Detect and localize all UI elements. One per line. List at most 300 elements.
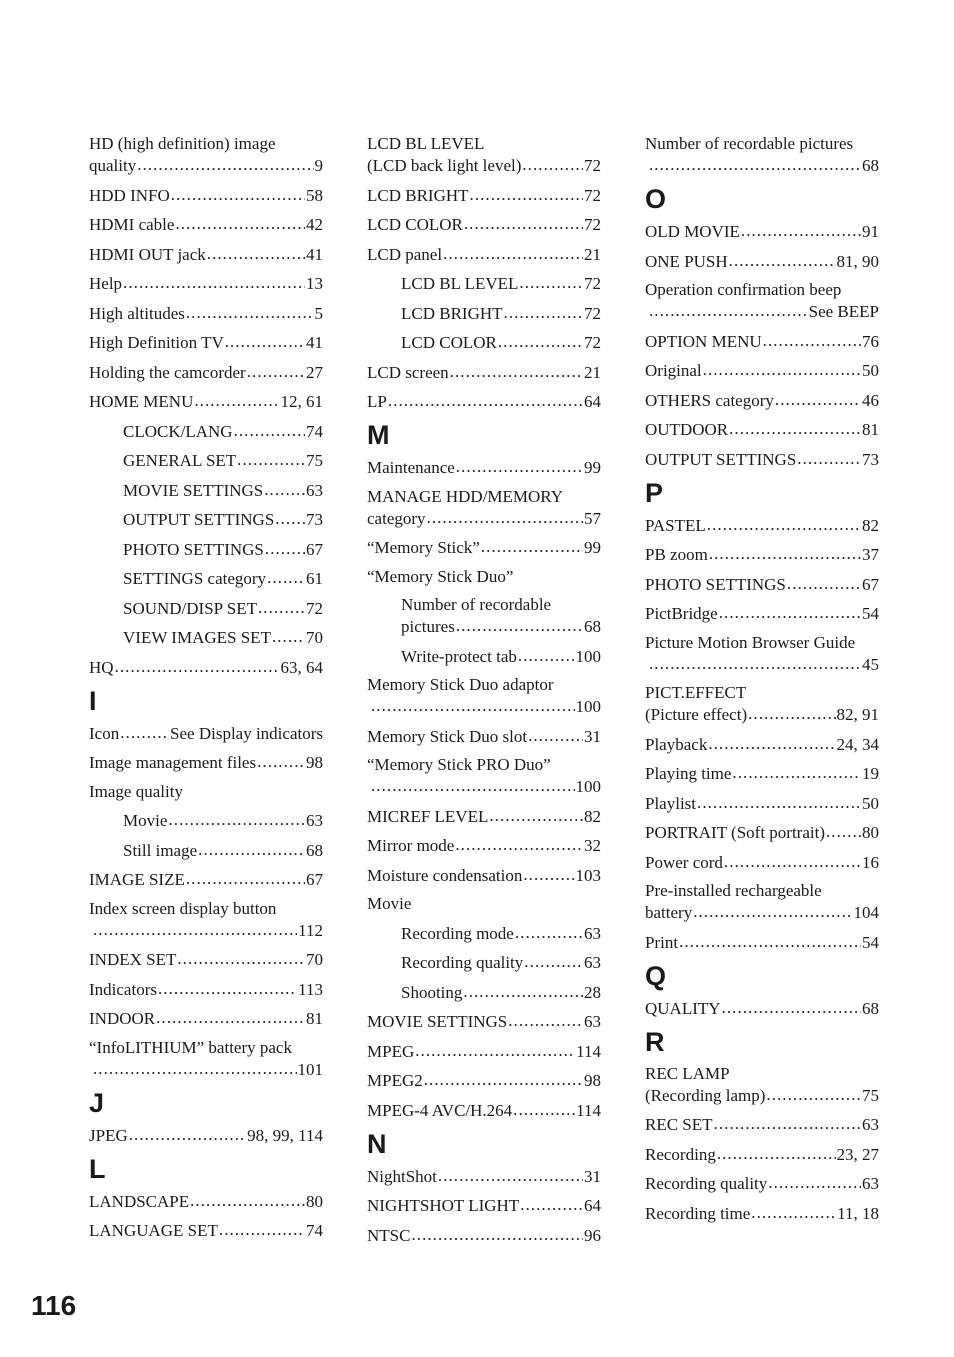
- entry-line: [645, 279, 879, 300]
- entry-line: [645, 330, 879, 352]
- index-entry: [645, 1143, 879, 1165]
- dot-leader: [415, 1040, 575, 1057]
- page-reference: 31: [584, 726, 601, 746]
- page-reference: 27: [306, 362, 323, 382]
- index-entry: [89, 809, 323, 831]
- page-reference: 74: [306, 1221, 323, 1240]
- entry-line: [367, 154, 601, 176]
- page-reference: 98: [584, 1071, 601, 1090]
- entry-term: MPEG2: [367, 1071, 423, 1090]
- entry-line: [645, 300, 879, 322]
- dot-leader: [729, 250, 836, 267]
- entry-term: Recording time: [645, 1203, 751, 1223]
- entry-term: “Memory Stick PRO Duo”: [367, 755, 551, 774]
- entry-term: Movie: [367, 894, 412, 913]
- page-reference: 46: [862, 390, 879, 410]
- entry-line: [367, 981, 601, 1003]
- dot-leader: [129, 1124, 246, 1141]
- index-entry: [89, 839, 323, 861]
- entry-line: [367, 361, 601, 383]
- index-entry: [367, 645, 601, 667]
- dot-leader: [649, 154, 861, 171]
- entry-term: LANGUAGE SET: [89, 1221, 218, 1240]
- page-reference: 21: [584, 362, 601, 382]
- entry-line: [645, 602, 879, 624]
- page-reference: 99: [584, 538, 601, 557]
- entry-line: [645, 682, 879, 703]
- page-reference: 81: [862, 420, 879, 439]
- entry-term: HQ: [89, 657, 114, 677]
- entry-line: [645, 880, 879, 901]
- index-entry: [367, 1040, 601, 1062]
- entry-term: Holding the camcorder: [89, 362, 246, 382]
- entry-term: NTSC: [367, 1225, 411, 1245]
- entry-term: QUALITY: [645, 998, 721, 1018]
- index-entry: [367, 1224, 601, 1246]
- entry-term: LCD COLOR: [401, 333, 497, 352]
- dot-leader: [156, 1007, 305, 1024]
- page-reference: 63, 64: [280, 657, 323, 677]
- index-entry: [89, 133, 323, 176]
- index-entry: [89, 722, 323, 744]
- entry-line: [367, 615, 601, 637]
- entry-line: [645, 1143, 879, 1165]
- dot-leader: [679, 931, 861, 948]
- dot-leader: [522, 154, 583, 171]
- entry-term: Image management files: [89, 753, 257, 772]
- dot-leader: [523, 864, 574, 881]
- entry-line: [89, 508, 323, 530]
- entry-term: REC SET: [645, 1115, 713, 1134]
- index-entry: [645, 279, 879, 322]
- dot-leader: [438, 1165, 583, 1182]
- entry-term: INDOOR: [89, 1009, 156, 1028]
- index-entry: [89, 898, 323, 941]
- index-entry: [645, 418, 879, 440]
- entry-line: [367, 1010, 601, 1032]
- entry-term: IMAGE SIZE: [89, 870, 185, 889]
- entry-line: [367, 1165, 601, 1187]
- index-entry: [645, 602, 879, 624]
- entry-line: [367, 213, 601, 235]
- entry-line: [367, 922, 601, 944]
- dot-leader: [175, 213, 305, 230]
- entry-line: [645, 762, 879, 784]
- entry-line: [645, 1063, 879, 1084]
- page-reference: 67: [862, 574, 879, 594]
- index-entry: [89, 420, 323, 442]
- entry-term: category: [367, 508, 426, 528]
- dot-leader: [748, 703, 835, 720]
- dot-leader: [766, 1084, 861, 1101]
- index-entry: [645, 682, 879, 725]
- entry-line: [89, 361, 323, 383]
- entry-term: LANDSCAPE: [89, 1191, 190, 1211]
- entry-line: [367, 834, 601, 856]
- entry-line: [367, 674, 601, 695]
- dot-leader: [234, 420, 305, 437]
- entry-term: HDMI cable: [89, 215, 175, 234]
- index-entry: [89, 538, 323, 560]
- entry-line: [645, 389, 879, 411]
- entry-line: [367, 775, 601, 797]
- section-letter: N: [367, 1128, 387, 1159]
- entry-term: Indicators: [89, 979, 157, 999]
- entry-term: MPEG: [367, 1041, 415, 1061]
- dot-leader: [708, 733, 835, 750]
- page-reference: 98: [306, 753, 323, 772]
- page-reference: 64: [584, 1196, 601, 1215]
- page-reference: 99: [584, 458, 601, 477]
- entry-term: Moisture condensation: [367, 865, 523, 885]
- entry-term: (Recording lamp): [645, 1085, 766, 1105]
- page-reference: 70: [306, 950, 323, 969]
- entry-line: [367, 566, 601, 587]
- entry-term: MICREF LEVEL: [367, 806, 489, 826]
- dot-leader: [120, 722, 169, 739]
- entry-term: (Picture effect): [645, 705, 748, 724]
- index-entry: [89, 597, 323, 619]
- entry-line: [89, 1058, 323, 1080]
- dot-leader: [455, 834, 583, 851]
- page-reference: 13: [306, 274, 323, 293]
- index-entry: [645, 448, 879, 470]
- entry-term: LP: [367, 392, 387, 411]
- index-entry: [367, 536, 601, 558]
- index-column-1: [89, 133, 323, 1249]
- entry-line: [367, 390, 601, 412]
- dot-leader: [768, 1172, 861, 1189]
- index-entry: [645, 632, 879, 675]
- entry-line: [645, 1113, 879, 1135]
- page-reference: 54: [862, 604, 879, 623]
- page-reference: See Display indicators: [170, 723, 323, 743]
- entry-line: [367, 864, 601, 886]
- entry-term: Number of recordable: [401, 595, 552, 614]
- entry-line: [89, 420, 323, 442]
- section-letter: O: [645, 184, 667, 214]
- entry-term: Playing time: [645, 764, 732, 783]
- entry-term: SOUND/DISP SET: [123, 598, 257, 618]
- entry-line: [89, 1219, 323, 1241]
- entry-line: [367, 725, 601, 747]
- entry-line: [645, 1084, 879, 1106]
- page-reference: 21: [584, 244, 601, 264]
- index-entry: [367, 272, 601, 294]
- entry-line: [367, 133, 601, 154]
- entry-line: [645, 154, 879, 176]
- index-entry: [645, 931, 879, 953]
- index-entry: [89, 243, 323, 265]
- entry-line: [645, 632, 879, 653]
- entry-term: ONE PUSH: [645, 251, 728, 271]
- page-reference: 50: [862, 361, 879, 380]
- entry-term: HOME MENU: [89, 392, 194, 411]
- entry-line: [89, 978, 323, 1000]
- index-entry: [367, 1165, 601, 1187]
- entry-term: Number of recordable pictures: [645, 134, 854, 153]
- index-entry: [645, 997, 879, 1019]
- dot-leader: [787, 573, 861, 590]
- dot-leader: [257, 751, 305, 768]
- entry-term: Movie: [123, 811, 168, 830]
- index-entry: [645, 880, 879, 923]
- page-reference: 45: [862, 654, 879, 674]
- entry-line: [89, 1007, 323, 1029]
- page-reference: 82: [862, 515, 879, 535]
- index-entry: [89, 751, 323, 773]
- entry-term: PORTRAIT (Soft portrait): [645, 823, 825, 842]
- page-reference: 32: [584, 836, 601, 855]
- index-entry: [645, 1063, 879, 1106]
- dot-leader: [697, 792, 861, 809]
- dot-leader: [489, 805, 583, 822]
- page-reference: 75: [862, 1085, 879, 1105]
- page-reference: 114: [576, 1100, 601, 1120]
- page-reference: 114: [576, 1041, 601, 1061]
- dot-leader: [524, 951, 583, 968]
- entry-term: NightShot: [367, 1166, 437, 1186]
- dot-leader: [513, 1099, 575, 1116]
- entry-line: [89, 449, 323, 471]
- entry-term: Recording quality: [645, 1174, 768, 1193]
- entry-term: OUTPUT SETTINGS: [645, 449, 797, 469]
- index-entry: [367, 302, 601, 324]
- entry-line: [645, 901, 879, 923]
- index-entry: [367, 566, 601, 587]
- dot-leader: [93, 919, 297, 936]
- page-reference: 82: [584, 806, 601, 826]
- entry-line: [89, 213, 323, 235]
- page-reference: 80: [306, 1191, 323, 1211]
- entry-term: Memory Stick Duo slot: [367, 726, 528, 746]
- index-entry: [645, 250, 879, 272]
- dot-leader: [732, 762, 861, 779]
- index-entry: [645, 330, 879, 352]
- entry-line: [367, 1194, 601, 1216]
- index-entry: [367, 834, 601, 856]
- page-reference: 16: [862, 852, 879, 872]
- dot-leader: [186, 302, 314, 319]
- dot-leader: [722, 997, 861, 1014]
- index-entry: [89, 1037, 323, 1080]
- dot-leader: [481, 536, 583, 553]
- entry-line: [89, 272, 323, 294]
- entry-term: LCD BL LEVEL: [401, 274, 519, 293]
- section-letter: M: [367, 420, 390, 450]
- page-reference: 70: [306, 628, 323, 647]
- index-entry: [645, 514, 879, 536]
- entry-line: [367, 805, 601, 827]
- index-entry: [367, 725, 601, 747]
- index-entry: [89, 184, 323, 206]
- entry-term: NIGHTSHOT LIGHT: [367, 1196, 520, 1215]
- index-entry: [367, 1099, 601, 1121]
- entry-line: [89, 331, 323, 353]
- dot-leader: [275, 508, 305, 525]
- dot-leader: [456, 615, 583, 632]
- page-reference: 12, 61: [280, 392, 323, 411]
- entry-term: HDMI OUT jack: [89, 244, 206, 264]
- entry-term: MANAGE HDD/MEMORY: [367, 486, 563, 506]
- index-entry: [89, 626, 323, 648]
- dot-leader: [518, 645, 575, 662]
- entry-term: SETTINGS category: [123, 569, 267, 588]
- dot-leader: [724, 851, 861, 868]
- entry-line: [645, 133, 879, 154]
- entry-term: Shooting: [401, 982, 463, 1002]
- entry-term: Recording quality: [401, 953, 524, 972]
- entry-line: [645, 543, 879, 565]
- dot-leader: [411, 1224, 583, 1241]
- page-reference: 63: [306, 480, 323, 500]
- index-entry: [89, 1190, 323, 1212]
- entry-line: [89, 479, 323, 501]
- dot-leader: [168, 809, 305, 826]
- index-entry: [89, 1007, 323, 1029]
- entry-term: Index screen display button: [89, 898, 277, 918]
- entry-line: [367, 1224, 601, 1246]
- dot-leader: [264, 479, 305, 496]
- dot-leader: [219, 1219, 305, 1236]
- section-letter: J: [89, 1087, 105, 1118]
- index-entry: [89, 781, 323, 802]
- page-reference: 63: [584, 1012, 601, 1031]
- dot-leader: [717, 1143, 836, 1160]
- index-entry: [645, 133, 879, 176]
- entry-term: High Definition TV: [89, 333, 224, 352]
- page-reference: 104: [853, 903, 879, 922]
- page-reference: 28: [584, 982, 601, 1002]
- page-reference: 68: [306, 840, 323, 860]
- entry-line: [89, 781, 323, 802]
- dot-leader: [470, 184, 583, 201]
- page-reference: 54: [862, 932, 879, 952]
- index-entry: [367, 805, 601, 827]
- index-column-2: [367, 133, 601, 1253]
- index-entry: [367, 674, 601, 717]
- dot-leader: [424, 1069, 583, 1086]
- dot-leader: [703, 359, 861, 376]
- index-entry: [645, 1172, 879, 1194]
- page-reference: 101: [297, 1059, 323, 1079]
- entry-term: High altitudes: [89, 303, 185, 323]
- entry-line: [645, 1172, 879, 1194]
- index-entry: [89, 390, 323, 412]
- index-entry: [645, 762, 879, 784]
- page-reference: 100: [575, 697, 601, 716]
- entry-line: [89, 656, 323, 678]
- entry-term: VIEW IMAGES SET: [123, 628, 271, 647]
- page-reference: 74: [306, 421, 323, 441]
- entry-term: LCD BL LEVEL: [367, 134, 485, 153]
- entry-line: [645, 514, 879, 536]
- index-entry: [89, 213, 323, 235]
- dot-leader: [225, 331, 305, 348]
- index-entry: [367, 922, 601, 944]
- index-entry: [89, 978, 323, 1000]
- page-reference: 63: [584, 923, 601, 943]
- entry-line: [89, 898, 323, 919]
- page-reference: 63: [862, 1115, 879, 1134]
- dot-leader: [186, 868, 305, 885]
- section-letter: I: [89, 685, 97, 716]
- entry-line: [367, 645, 601, 667]
- entry-line: [89, 1037, 323, 1058]
- index-entry: [645, 359, 879, 381]
- entry-term: MOVIE SETTINGS: [123, 480, 264, 500]
- index-entry: [645, 389, 879, 411]
- dot-leader: [177, 948, 305, 965]
- index-entry: [367, 1069, 601, 1091]
- entry-term: LCD panel: [367, 244, 443, 264]
- entry-line: [367, 1069, 601, 1091]
- entry-term: Recording: [645, 1144, 716, 1164]
- dot-leader: [519, 272, 583, 289]
- entry-term: PictBridge: [645, 604, 718, 623]
- dot-leader: [709, 543, 861, 560]
- dot-leader: [237, 449, 305, 466]
- index-entry: [367, 390, 601, 412]
- entry-line: [645, 1202, 879, 1224]
- index-entry: [89, 868, 323, 890]
- entry-line: [89, 868, 323, 890]
- entry-line: [89, 919, 323, 941]
- dot-leader: [707, 514, 861, 531]
- entry-line: [645, 448, 879, 470]
- dot-leader: [741, 220, 861, 237]
- page-reference: 57: [584, 508, 601, 528]
- page-reference: 68: [862, 156, 879, 175]
- entry-line: [645, 220, 879, 242]
- entry-term: PHOTO SETTINGS: [123, 539, 264, 559]
- entry-term: MPEG-4 AVC/H.264: [367, 1100, 513, 1120]
- entry-term: OPTION MENU: [645, 331, 762, 351]
- entry-term: (LCD back light level): [367, 156, 522, 175]
- dot-leader: [247, 361, 305, 378]
- entry-line: [367, 456, 601, 478]
- dot-leader: [508, 1010, 583, 1027]
- entry-line: [367, 184, 601, 206]
- dot-leader: [826, 821, 861, 838]
- index-entry: [367, 133, 601, 176]
- index-entry: [367, 456, 601, 478]
- dot-leader: [93, 1058, 297, 1075]
- dot-leader: [258, 597, 305, 614]
- dot-leader: [171, 184, 305, 201]
- entry-line: [89, 538, 323, 560]
- entry-line: [645, 418, 879, 440]
- entry-line: [367, 536, 601, 558]
- entry-term: GENERAL SET: [123, 451, 237, 470]
- page-reference: 112: [298, 920, 323, 940]
- entry-line: [367, 331, 601, 353]
- entry-line: [645, 792, 879, 814]
- entry-term: HDD INFO: [89, 185, 170, 205]
- entry-line: [89, 948, 323, 970]
- entry-term: HD (high definition) image: [89, 134, 276, 153]
- index-entry: [89, 508, 323, 530]
- index-entry: [645, 792, 879, 814]
- index-entry: [367, 243, 601, 265]
- entry-line: [367, 951, 601, 973]
- page-reference: 67: [306, 870, 323, 889]
- index-entry: [367, 594, 601, 637]
- entry-term: REC LAMP: [645, 1063, 730, 1083]
- entry-line: [89, 626, 323, 648]
- entry-term: Icon: [89, 723, 120, 743]
- page-reference: 81: [306, 1009, 323, 1028]
